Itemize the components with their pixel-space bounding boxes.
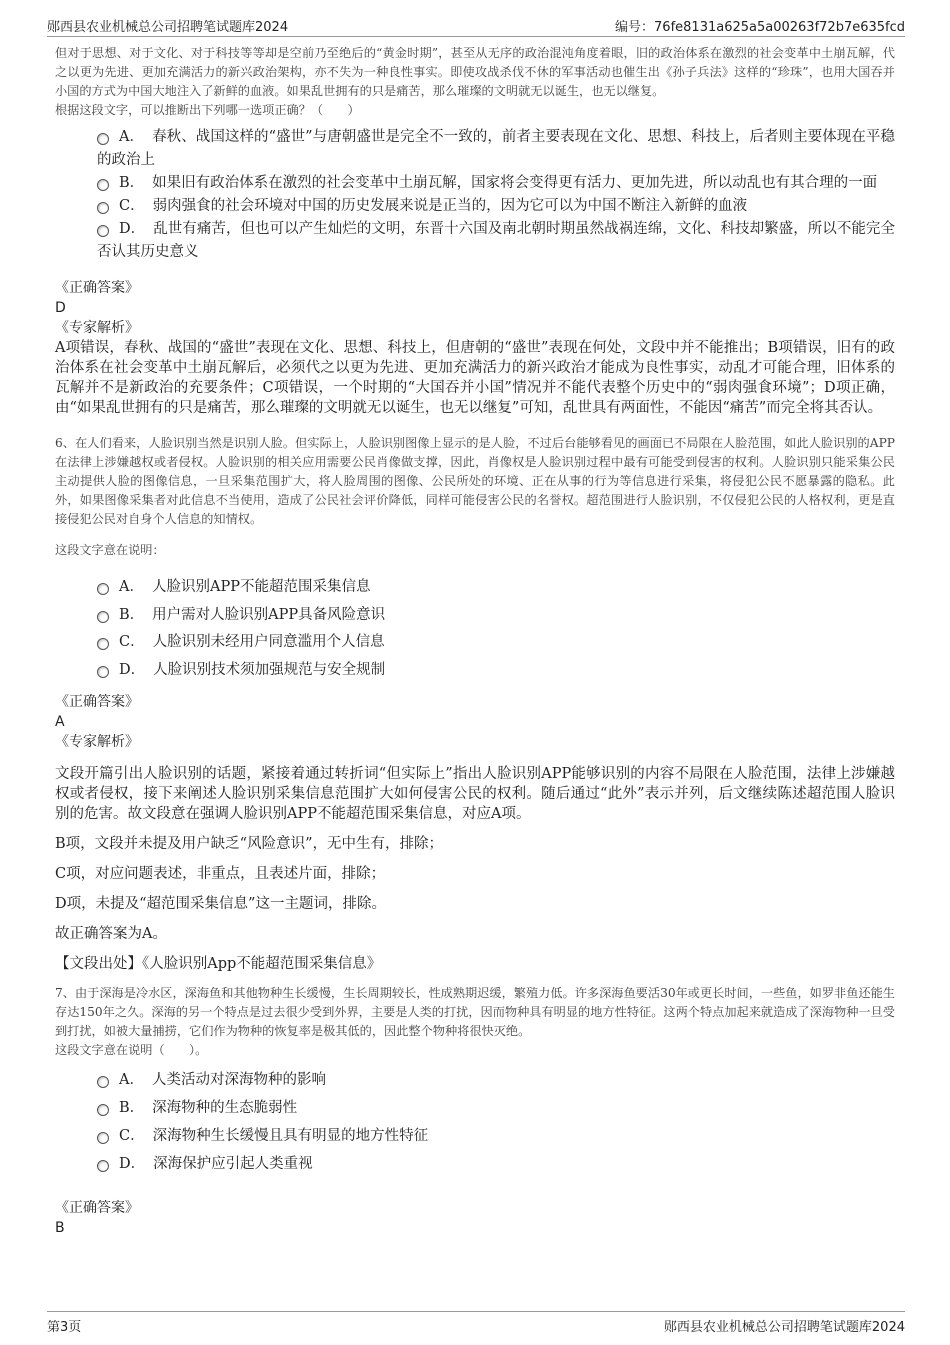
q5-option-c[interactable]: C． 弱肉强食的社会环境对中国的历史发展来说是正当的，因为它可以为中国不断注入新鲜的血液 <box>97 195 895 218</box>
q6-option-a[interactable]: A． 人脸识别APP不能超范围采集信息 <box>97 574 895 602</box>
q5-passage: 但对于思想、对于文化、对于科技等等却是空前乃至绝后的“黄金时期”，甚至从无序的政治混沌角度着眼，旧的政治体系在激烈的社会变革中土崩瓦解，代之以更为先进、更加充满活力的新兴政治架构，亦不失为一种良性事实。即使攻战杀伐不休的军事活动也催生出《孙子兵法》这样的“珍珠”，也用大国吞并小国的方式为中国大地注入了新鲜的血液。如果乱世拥有的只是痛苦，那么璀璨的文明就无以诞生，也无以继复。 <box>55 46 895 98</box>
q7-passage: 7、由于深海是冷水区，深海鱼和其他物种生长缓慢，生长周期较长，性成熟期迟缓，繁殖力低。许多深海鱼要活30年或更长时间，一些鱼，如罗非鱼还能生存达150年之久。深海的另一个特点是过去很少受到外界，主要是人类的打扰，因而物种具有明显的地方性特征。这两个特点加起来就造成了深海物种一旦受到打扰，如被大量捕捞，它们作为物种的恢复率是极其低的，因此整个物种将很快灭绝。 <box>55 986 895 1038</box>
radio-icon[interactable] <box>97 202 109 214</box>
q6-analysis-p4: D项，未提及“超范围采集信息”这一主题词，排除。 <box>55 896 386 912</box>
q7-answer-label: 《正确答案》 <box>55 1200 139 1216</box>
q6-analysis-p3: C项，对应问题表述，非重点，且表述片面，排除； <box>55 866 386 882</box>
page-header <box>47 14 905 37</box>
q7-option-a[interactable]: A． 人类活动对深海物种的影响 <box>97 1066 895 1094</box>
radio-icon[interactable] <box>97 1132 109 1144</box>
radio-icon[interactable] <box>97 1104 109 1116</box>
q6-option-c[interactable]: C． 人脸识别未经用户同意滥用个人信息 <box>97 629 895 657</box>
q5-analysis: A项错误，春秋、战国的“盛世”表现在文化、思想、科技上，但唐朝的“盛世”表现在何处，文段中并不能推出；B项错误，旧有的政治体系在社会变革中土崩瓦解后，必须代之以更为先进、更加充满活力的新兴政治才能成为良性事实，动乱才可能合理，旧体系的瓦解并不是新政治的充要条件；C项错误，一个时期的“大国吞并小国”情况并不能代表整个历史中的“弱肉强食环境”；D项正确，由“如果乱世拥有的只是痛苦，那么璀璨的文明就无以诞生，也无以继复”可知，乱世具有两面性，不能因“痛苦”而完全将其否认。 <box>55 340 895 416</box>
doc-code: 76fe8131a625a5a00263f72b7e635fcd <box>654 20 905 35</box>
q7-option-d[interactable]: D． 深海保护应引起人类重视 <box>97 1150 895 1178</box>
header-code: 编号：76fe8131a625a5a00263f72b7e635fcd <box>615 20 905 35</box>
q6-analysis-p5: 故正确答案为A。 <box>55 926 167 942</box>
footer-title: 郧西县农业机械总公司招聘笔试题库2024 <box>663 1320 905 1335</box>
q5-analysis-label: 《专家解析》 <box>55 320 139 336</box>
radio-icon[interactable] <box>97 179 109 191</box>
q6-option-d[interactable]: D． 人脸识别技术须加强规范与安全规制 <box>97 657 895 685</box>
q7-option-c[interactable]: C． 深海物种生长缓慢且具有明显的地方性特征 <box>97 1122 895 1150</box>
q5-answer: D <box>55 300 66 316</box>
q6-option-b[interactable]: B． 用户需对人脸识别APP具备风险意识 <box>97 602 895 630</box>
radio-icon[interactable] <box>97 1160 109 1172</box>
q6-analysis-p1: 文段开篇引出人脸识别的话题，紧接着通过转折词“但实际上”指出人脸识别APP能够识别的内容不局限在人脸范围，法律上涉嫌越权或者侵权，接下来阐述人脸识别采集信息范围扩大如何侵害公民的权利。随后通过“此外”表示并列，后文继续陈述超范围人脸识别的危害。故文段意在强调人脸识别APP不能超范围采集信息，对应A项。 <box>55 766 895 822</box>
radio-icon[interactable] <box>97 666 109 678</box>
radio-icon[interactable] <box>97 583 109 595</box>
q5-question: 根据这段文字，可以推断出下列哪一选项正确？（ ） <box>55 103 360 117</box>
q6-passage: 6、在人们看来，人脸识别当然是识别人脸。但实际上，人脸识别图像上显示的是人脸，不过后台能够看见的画面已不局限在人脸范围，如此人脸识别的APP在法律上涉嫌越权或者侵权。人脸识别的相关应用需要公民肖像做支撑，因此，肖像权是人脸识别过程中最有可能受到侵害的权利。人脸识别只能采集公民主动提供人脸的图像信息，一旦采集范围扩大，将人脸周围的图像、公民所处的环境、正在从事的行为等信息进行采集，将侵犯公民不愿暴露的隐私。此外，如果图像采集者对此信息不当使用，造成了公民社会评价降低，同样可能侵害公民的名誉权。超范围进行人脸识别，不仅侵犯公民的人格权利，更是直接侵犯公民对自身个人信息的知情权。 <box>55 436 895 526</box>
radio-icon[interactable] <box>97 1076 109 1088</box>
q5-answer-label: 《正确答案》 <box>55 280 139 296</box>
page-footer <box>47 1311 905 1334</box>
q6-answer: A <box>55 714 65 730</box>
q6-answer-label: 《正确答案》 <box>55 694 139 710</box>
q7-options <box>97 1066 895 1178</box>
q7-answer: B <box>55 1220 65 1236</box>
q5-options <box>97 126 895 264</box>
q6-options <box>97 574 895 684</box>
q6-question: 这段文字意在说明： <box>55 543 165 557</box>
q7-option-b[interactable]: B． 深海物种的生态脆弱性 <box>97 1094 895 1122</box>
header-title: 郧西县农业机械总公司招聘笔试题库2024 <box>47 20 289 35</box>
radio-icon[interactable] <box>97 638 109 650</box>
q6-analysis-p2: B项，文段并未提及用户缺乏“风险意识”，无中生有，排除； <box>55 836 443 852</box>
q5-option-a[interactable]: A． 春秋、战国这样的“盛世”与唐朝盛世是完全不一致的，前者主要表现在文化、思想、科技上，后者则主要体现在平稳的政治上 <box>97 129 895 168</box>
radio-icon[interactable] <box>97 611 109 623</box>
q5-option-d[interactable]: D． 乱世有痛苦，但也可以产生灿烂的文明，东晋十六国及南北朝时期虽然战祸连绵，文化、科技却繁盛，所以不能完全否认其历史意义 <box>97 221 895 260</box>
page-content <box>55 44 895 1238</box>
q6-source: 【文段出处】《人脸识别App不能超范围采集信息》 <box>55 956 382 972</box>
q7-question: 这段文字意在说明（ ）。 <box>55 1043 208 1057</box>
q6-analysis-label: 《专家解析》 <box>55 734 139 750</box>
radio-icon[interactable] <box>97 133 109 145</box>
page-number: 第3页 <box>47 1320 82 1335</box>
radio-icon[interactable] <box>97 225 109 237</box>
q5-option-b[interactable]: B． 如果旧有政治体系在激烈的社会变革中土崩瓦解，国家将会变得更有活力、更加先进，所以动乱也有其合理的一面 <box>97 172 895 195</box>
